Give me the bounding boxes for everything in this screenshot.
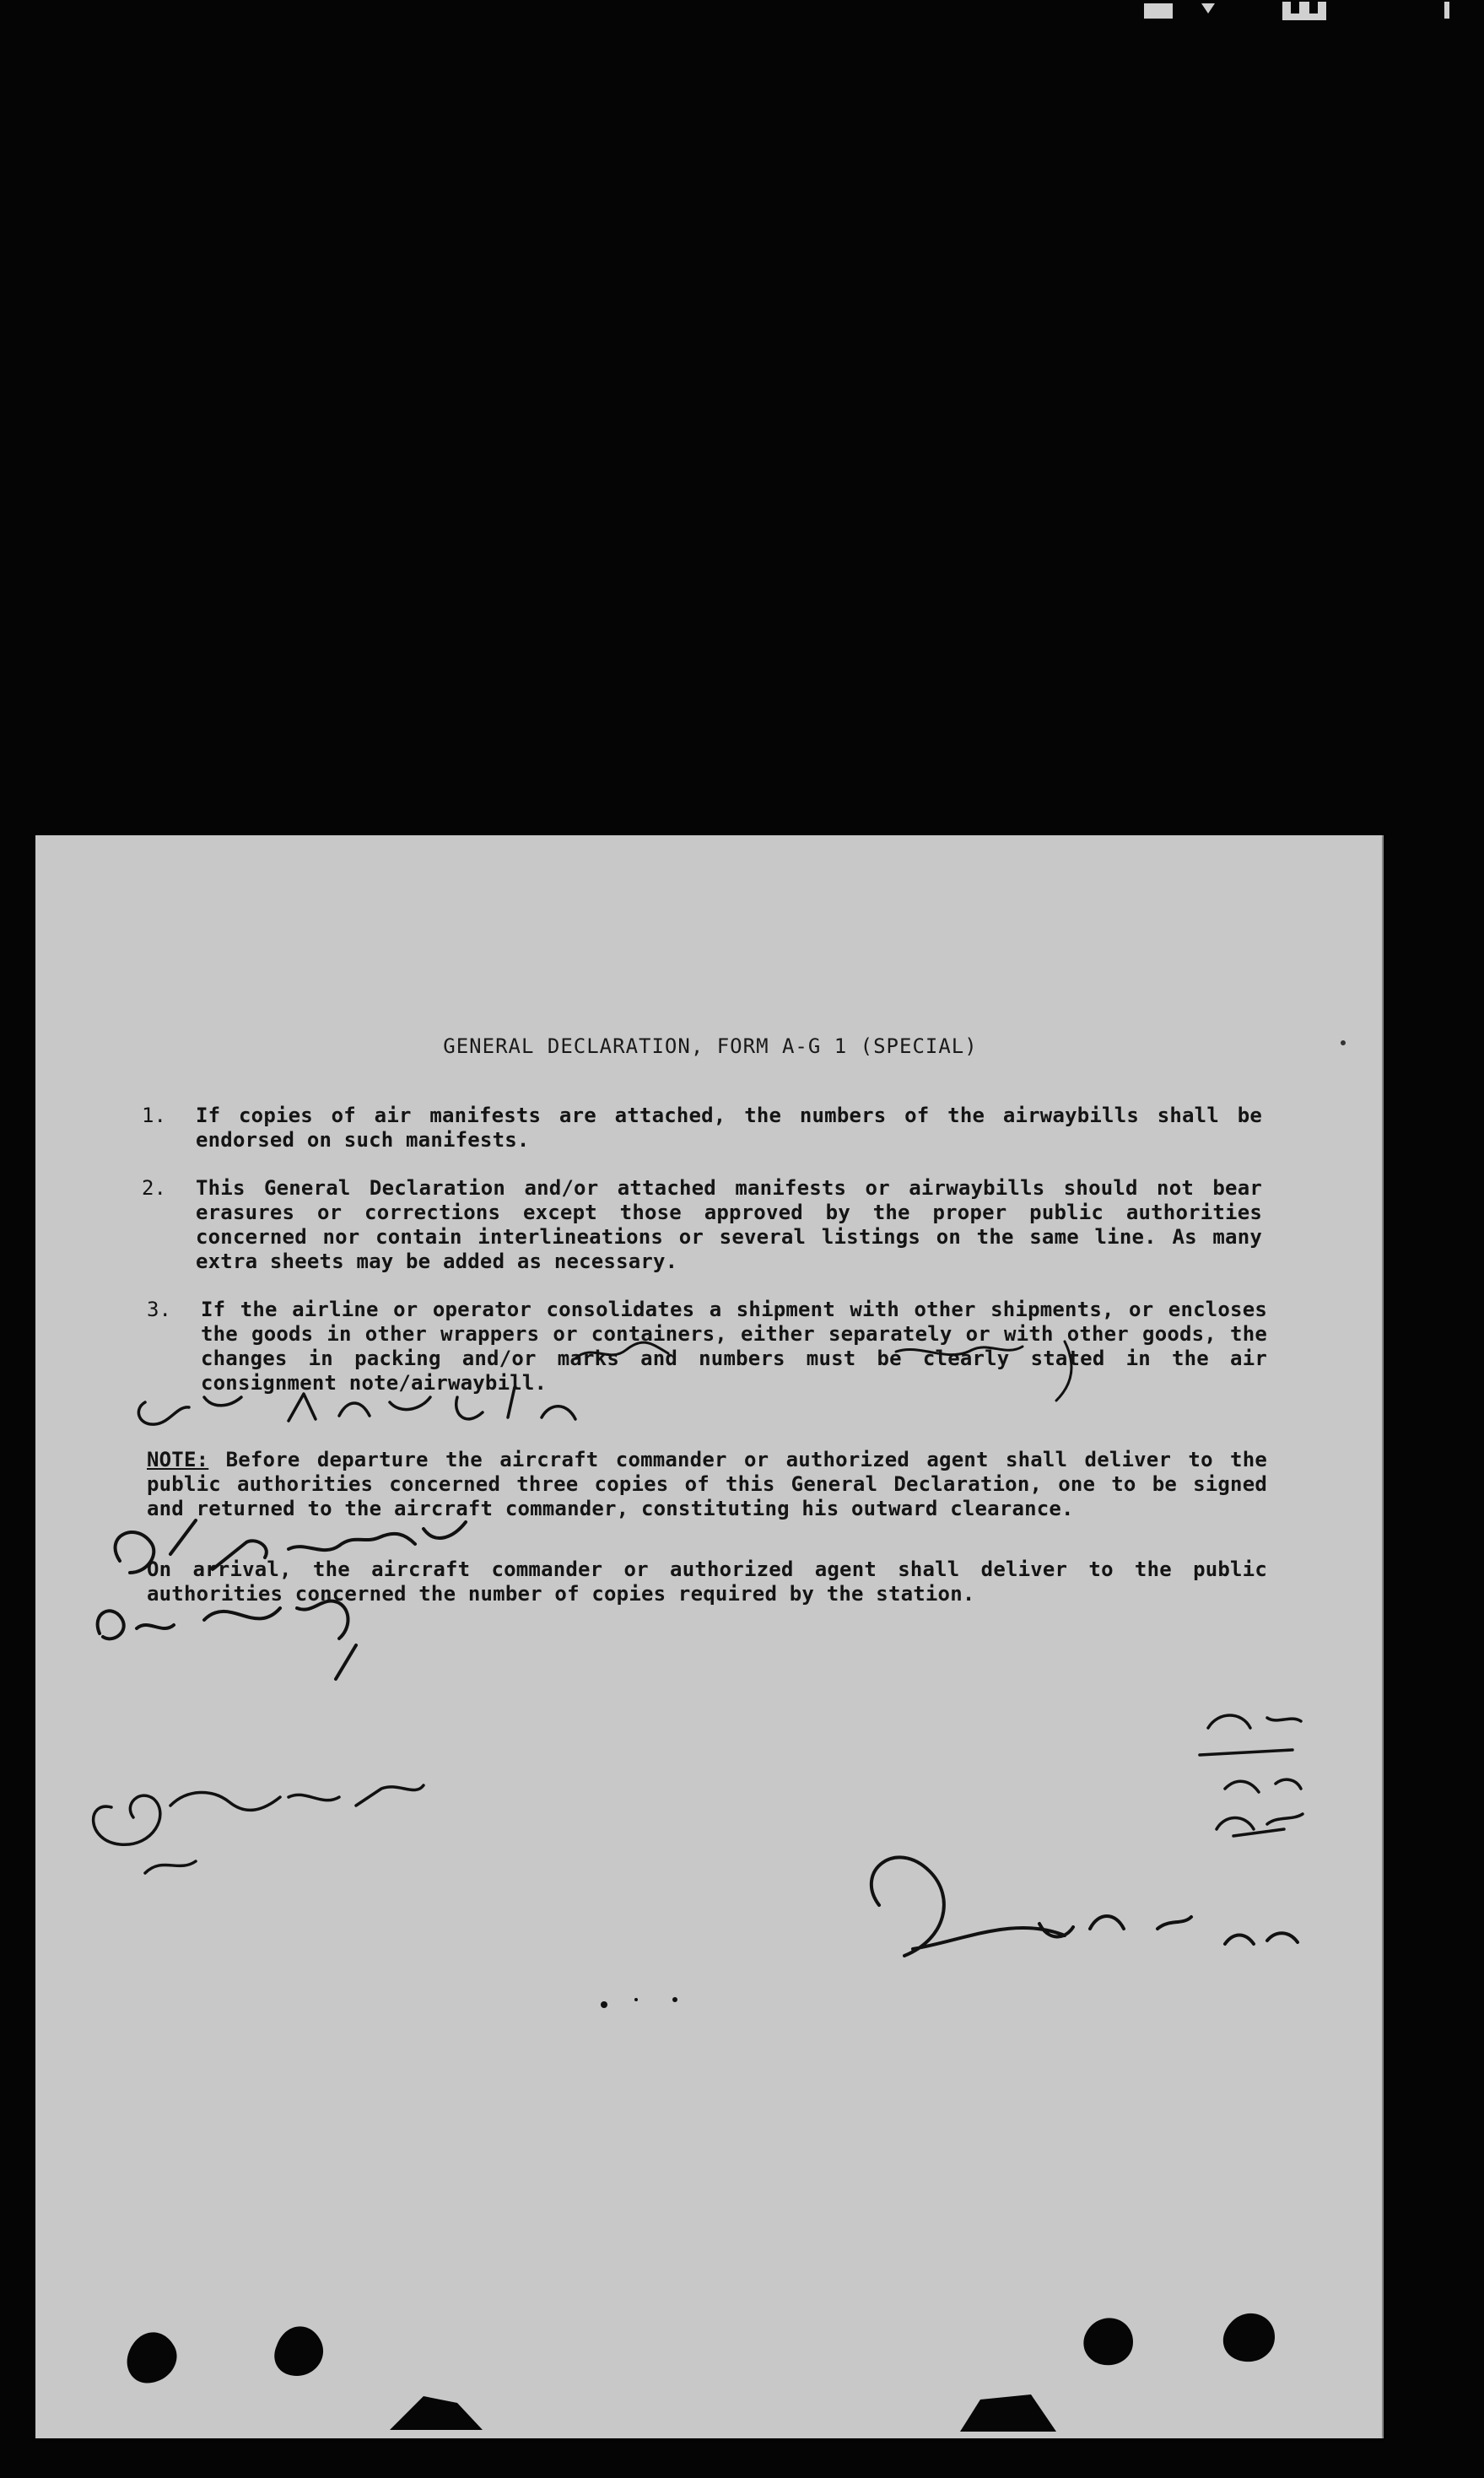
film-edge-marks-icon (0, 0, 1484, 34)
handwritten-annotations-icon (35, 835, 1382, 2438)
item-number: 3. (147, 1298, 171, 1321)
item-number: 1. (142, 1104, 166, 1127)
page-title: GENERAL DECLARATION, FORM A-G 1 (SPECIAL) (443, 1034, 978, 1058)
item-text: If copies of air manifests are attached, the numbers of the airwaybills shall be endorsed on such manifests. (196, 1104, 1262, 1152)
item-text: If the airline or operator consolidates a shipment with other shipments, or encloses the goods in other wrappers or containers, either separately or with other goods, the changes in packing and/or marks and numbers must be clearly stated in the air consignment note/airwaybill. (201, 1298, 1267, 1395)
item-number: 2. (142, 1176, 166, 1200)
note-label: NOTE: (147, 1448, 209, 1471)
arrival-text: On arrival, the aircraft commander or authorized agent shall deliver to the public authorities concerned the number of copies required by the station. (147, 1558, 1267, 1606)
item-text: This General Declaration and/or attached manifests or airwaybills should not bear erasures or corrections except those approved by the proper public authorities concerned nor contain interlineations or several listings on the same line. As many extra sheets may be added as necessary. (196, 1176, 1262, 1273)
document-page (35, 835, 1382, 2438)
film-edge-marks (0, 0, 1484, 34)
punch-hole-marks-icon (35, 835, 1382, 2438)
note-body (147, 1448, 1267, 1521)
note-text: Before departure the aircraft commander or authorized agent shall deliver to the public authorities concerned three copies of this General Declaration, one to be signed and returned to the aircraft commander, constituting his outward clearance. (147, 1448, 1268, 1520)
